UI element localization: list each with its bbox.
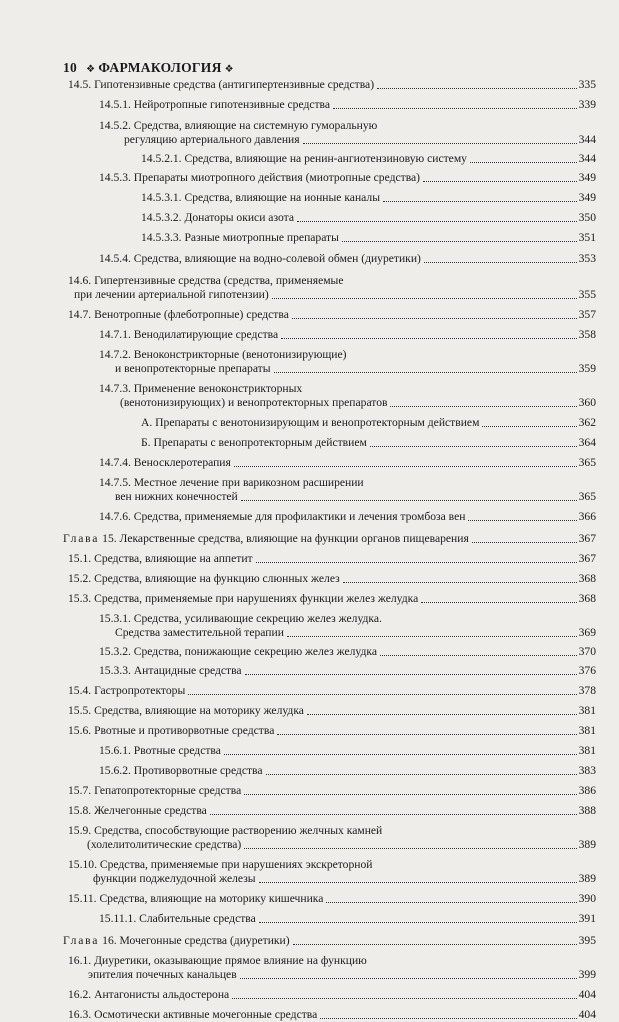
toc-entry-line [99,912,596,926]
toc-entry-line [93,872,596,886]
toc-entry-text [120,396,387,410]
toc-entry-line [68,78,596,92]
dot-leader [468,520,576,521]
toc-entry-text [63,934,290,948]
toc-page-number: 369 [578,626,596,639]
toc-page-number: 368 [578,572,596,585]
toc-entry-text [68,572,340,586]
toc-entry-title: (холелитолитические средства) [87,838,242,851]
toc-entry-title: вен нижних конечностей [115,490,238,503]
toc-entry-text [115,626,284,640]
dot-leader [370,446,577,447]
toc-page-number: 368 [578,592,596,605]
toc-entry-title: 15.10. Средства, применяемые при нарушениях экскреторной [68,858,373,871]
toc-entry-line [141,416,596,430]
ornament-icon: ❖ [224,64,234,75]
toc-entry-line [99,612,382,626]
dot-leader [188,694,576,695]
toc-entry-line [141,211,596,225]
toc-entry-title: Б. Препараты с венопротекторным действием [141,436,367,449]
toc-entry-title: 15.7. Гепатопротекторные средства [68,784,242,797]
toc-entry-line [141,191,596,205]
toc-page-number: 404 [578,1008,596,1021]
toc-page-number: 399 [578,968,596,981]
toc-page-number: 350 [578,211,596,224]
toc-page-number: 388 [578,804,596,817]
toc-page-number: 370 [578,645,596,658]
toc-entry-line [68,572,596,586]
toc-entry-text [68,684,185,698]
toc-entry-text [99,510,465,524]
toc-entry-title: 14.5.4. Средства, влияющие на водно-солевой обмен (диуретики) [99,252,421,265]
toc-page-number: 366 [578,510,596,523]
toc-entry-title: 14.6. Гипертензивные средства (средства, применяемые [68,274,344,287]
toc-entry-text [115,490,238,504]
dot-leader [472,542,577,543]
toc-entry-text [141,191,380,205]
toc-page-number: 386 [578,784,596,797]
toc-page-number: 355 [578,288,596,301]
toc-entry-text [99,664,242,678]
toc-entry-text [68,804,207,818]
toc-page-number: 376 [578,664,596,677]
dot-leader [307,714,577,715]
toc-entry-title: 14.7. Венотропные (флеботропные) средства [68,308,289,321]
toc-entry-text [99,764,263,778]
toc-entry-line [99,744,596,758]
toc-entry-text [99,645,377,659]
toc-entry-text [141,211,294,225]
toc-entry-line [99,348,347,362]
toc-entry-line [88,968,596,982]
toc-entry-line [68,954,367,968]
toc-entry-title: 14.5.3. Препараты миотропного действия (миотропные средства) [99,171,421,184]
toc-page-number: 353 [578,252,596,265]
toc-entry-line [99,510,596,524]
toc-entry-line [68,892,596,906]
toc-entry-title: 14.7.5. Местное лечение при варикозном расширении [99,476,364,489]
toc-entry-text [99,476,364,490]
toc-entry-line [115,626,596,640]
dot-leader [470,162,577,163]
toc-entry-text [99,119,377,133]
toc-entry-line [99,98,596,112]
toc-page-number: 365 [578,490,596,503]
toc-entry-title: 15.3. Средства, применяемые при нарушениях функции желез желудка [68,592,419,605]
toc-entry-title: 14.5.3.1. Средства, влияющие на ионные каналы [141,191,380,204]
toc-entry-text [99,744,221,758]
toc-page-number: 365 [578,456,596,469]
toc-entry-text [141,416,479,430]
toc-entry-line [68,724,596,738]
toc-page-number: 389 [578,838,596,851]
toc-entry-text [68,592,418,606]
toc-page-number: 335 [578,78,596,91]
dot-leader [303,143,577,144]
dot-leader [377,88,577,89]
toc-entry-line [68,784,596,798]
toc-entry-line [74,288,596,302]
dot-leader [277,734,576,735]
toc-entry-text [99,456,231,470]
toc-page-number: 381 [578,744,596,757]
toc-entry-title: 14.5.3.2. Донаторы окиси азота [141,211,294,224]
toc-entry-title: 15.11. Средства, влияющие на моторику кишечника [68,892,324,905]
toc-entry-text [99,912,256,926]
toc-entry-title: 16.1. Диуретики, оказывающие прямое влияние на функцию [68,954,367,967]
toc-page-number: 391 [578,912,596,925]
toc-entry-text [68,858,372,872]
dot-leader [259,922,577,923]
toc-entry-text [68,784,241,798]
toc-entry-title: 15.6.2. Противорвотные средства [99,764,263,777]
chapter-word: Глава [63,934,100,947]
toc-page-number: 344 [578,152,596,165]
dot-leader [240,978,577,979]
ornament-icon: ❖ [86,64,96,75]
toc-page-number: 360 [578,396,596,409]
toc-entry-text [68,1008,317,1022]
toc-entry-line [120,396,596,410]
toc-page-number: 364 [578,436,596,449]
toc-entry-title: 14.7.1. Венодилатирующие средства [99,328,279,341]
dot-leader [244,848,576,849]
toc-page-number: 359 [578,362,596,375]
toc-entry-title: 15.11.1. Слабительные средства [99,912,256,925]
dot-leader [383,201,577,202]
toc-page-number: 351 [578,231,596,244]
toc-entry-text [99,382,302,396]
toc-entry-title: 15.4. Гастропротекторы [68,684,186,697]
toc-entry-title: 14.7.6. Средства, применяемые для профилактики и лечения тромбоза вен [99,510,466,523]
dot-leader [424,262,577,263]
toc-entry-line [68,592,596,606]
dot-leader [259,882,577,883]
toc-page-number: 349 [578,191,596,204]
toc-entry-line [99,476,364,490]
toc-entry-title: 15.6. Рвотные и противорвотные средства [68,724,275,737]
toc-entry-text [87,838,241,852]
dot-leader [274,372,577,373]
toc-entry-text [115,362,271,376]
toc-entry-text [124,133,300,147]
toc-page-number: 389 [578,872,596,885]
dot-leader [333,108,577,109]
dot-leader [482,426,576,427]
toc-entry-title: 15.3.2. Средства, понижающие секрецию желез желудка [99,645,377,658]
toc-entry-title: 16. Мочегонные средства (диуретики) [102,934,290,947]
toc-entry-line [68,858,372,872]
dot-leader [256,562,577,563]
dot-leader [266,774,577,775]
toc-entry-title: 14.5.2.1. Средства, влияющие на ренин-ангиотензиновую систему [141,152,467,165]
toc-entry-title: 15.5. Средства, влияющие на моторику желудка [68,704,304,717]
toc-page-number: 395 [578,934,596,947]
toc-entry-title: 15.2. Средства, влияющие на функцию слюнных желез [68,572,340,585]
dot-leader [244,794,576,795]
toc-entry-line [99,382,302,396]
toc-entry-text [68,892,323,906]
toc-entry-text [68,274,344,288]
toc-page-number: 404 [578,988,596,1001]
toc-entry-title: 14.5.2. Средства, влияющие на системную гуморальную [99,119,378,132]
toc-entry-title: Средства заместительной терапии [115,626,284,639]
toc-entry-text [74,288,269,302]
toc-entry-title: функции поджелудочной железы [93,872,256,885]
toc-entry-title: эпителия почечных канальцев [88,968,237,981]
dot-leader [421,602,576,603]
toc-page-number: 381 [578,704,596,717]
toc-page-number: 367 [578,552,596,565]
toc-entry-title: 14.5. Гипотензивные средства (антигипертензивные средства) [68,78,375,91]
toc-page-number: 358 [578,328,596,341]
toc-entry-line [68,274,344,288]
toc-entry-title: 14.5.1. Нейротропные гипотензивные средства [99,98,331,111]
toc-entry-text [68,704,304,718]
toc-entry-text [99,612,382,626]
toc-entry-title: 15.6.1. Рвотные средства [99,744,221,757]
toc-entry-title: 14.7.4. Веносклеротерапия [99,456,231,469]
toc-page-number: 390 [578,892,596,905]
toc-entry-line [68,824,382,838]
toc-entry-text [99,328,278,342]
toc-entry-title: 14.7.3. Применение веноконстрикторных [99,382,303,395]
dot-leader [210,814,577,815]
toc-entry-line [68,804,596,818]
toc-entry-text [68,308,289,322]
toc-entry-text [68,552,253,566]
toc-entry-line [68,308,596,322]
toc-entry-line [99,119,377,133]
toc-entry-title: регуляцию артериального давления [124,133,300,146]
toc-entry-text [141,152,467,166]
toc-entry-line [68,552,596,566]
toc-entry-text [88,968,237,982]
toc-entry-text [93,872,256,886]
toc-page-number: 344 [578,133,596,146]
toc-entry-text [99,348,347,362]
toc-entry-title: 16.3. Осмотически активные мочегонные средства [68,1008,318,1021]
toc-entry-line [87,838,596,852]
toc-entry-text [68,78,374,92]
toc-entry-title: А. Препараты с венотонизирующим и венопротекторным действием [141,416,480,429]
toc-entry-line [99,252,596,266]
toc-entry-line [63,934,596,948]
dot-leader [293,944,577,945]
dot-leader [423,181,577,182]
dot-leader [234,466,577,467]
toc-entry-line [68,684,596,698]
dot-leader [241,500,577,501]
toc-entry-line [99,328,596,342]
dot-leader [245,674,577,675]
toc-entry-title: при лечении артериальной гипотензии) [74,288,269,301]
dot-leader [281,338,576,339]
toc-page-number: 381 [578,724,596,737]
dot-leader [272,298,577,299]
toc-entry-line [68,704,596,718]
dot-leader [390,406,576,407]
toc-page-number: 367 [578,532,596,545]
dot-leader [343,582,577,583]
toc-page-number: 362 [578,416,596,429]
dot-leader [292,318,577,319]
toc-entry-title: 15.8. Желчегонные средства [68,804,207,817]
dot-leader [297,221,577,222]
dot-leader [320,1018,576,1019]
toc-page-number: 349 [578,171,596,184]
toc-entry-title: (венотонизирующих) и венопротекторных препаратов [120,396,388,409]
page-number: 10 [63,60,78,75]
toc-entry-text [99,171,420,185]
toc-entry-title: 15.3.1. Средства, усиливающие секрецию желез желудка. [99,612,382,625]
toc-page-number: 378 [578,684,596,697]
toc-entry-line [124,133,596,147]
running-title: ФАРМАКОЛОГИЯ [98,60,222,75]
toc-entry-text [99,252,421,266]
toc-entry-text [141,436,367,450]
toc-entry-line [141,436,596,450]
toc-entry-line [141,231,596,245]
toc-entry-text [63,532,469,546]
chapter-word: Глава [63,532,100,545]
toc-entry-text [68,824,382,838]
dot-leader [232,998,576,999]
dot-leader [380,655,577,656]
running-header [63,60,237,76]
toc-entry-line [99,171,596,185]
toc-entry-title: 15.1. Средства, влияющие на аппетит [68,552,253,565]
toc-entry-text [141,231,339,245]
toc-entry-line [115,490,596,504]
toc-entry-line [68,1008,596,1022]
toc-page-number: 339 [578,98,596,111]
dot-leader [326,902,576,903]
toc-entry-title: 15. Лекарственные средства, влияющие на функции органов пищеварения [102,532,469,545]
toc-page-number: 357 [578,308,596,321]
toc-entry-line [99,645,596,659]
dot-leader [287,636,577,637]
toc-entry-text [68,724,274,738]
toc-entry-text [99,98,330,112]
toc-entry-line [99,764,596,778]
toc-entry-line [141,152,596,166]
toc-entry-title: и венопротекторные препараты [115,362,271,375]
toc-entry-text [68,954,367,968]
toc-entry-title: 15.9. Средства, способствующие растворению желчных камней [68,824,383,837]
toc-entry-line [63,532,596,546]
dot-leader [224,754,577,755]
toc-entry-title: 14.5.3.3. Разные миотропные препараты [141,231,339,244]
toc-entry-title: 15.3.3. Антацидные средства [99,664,242,677]
toc-entry-title: 14.7.2. Веноконстрикторные (венотонизирующие) [99,348,347,361]
toc-entry-line [99,664,596,678]
toc-entry-line [115,362,596,376]
toc-entry-title: 16.2. Антагонисты альдостерона [68,988,230,1001]
dot-leader [342,241,577,242]
toc-page-number: 383 [578,764,596,777]
toc-entry-line [99,456,596,470]
